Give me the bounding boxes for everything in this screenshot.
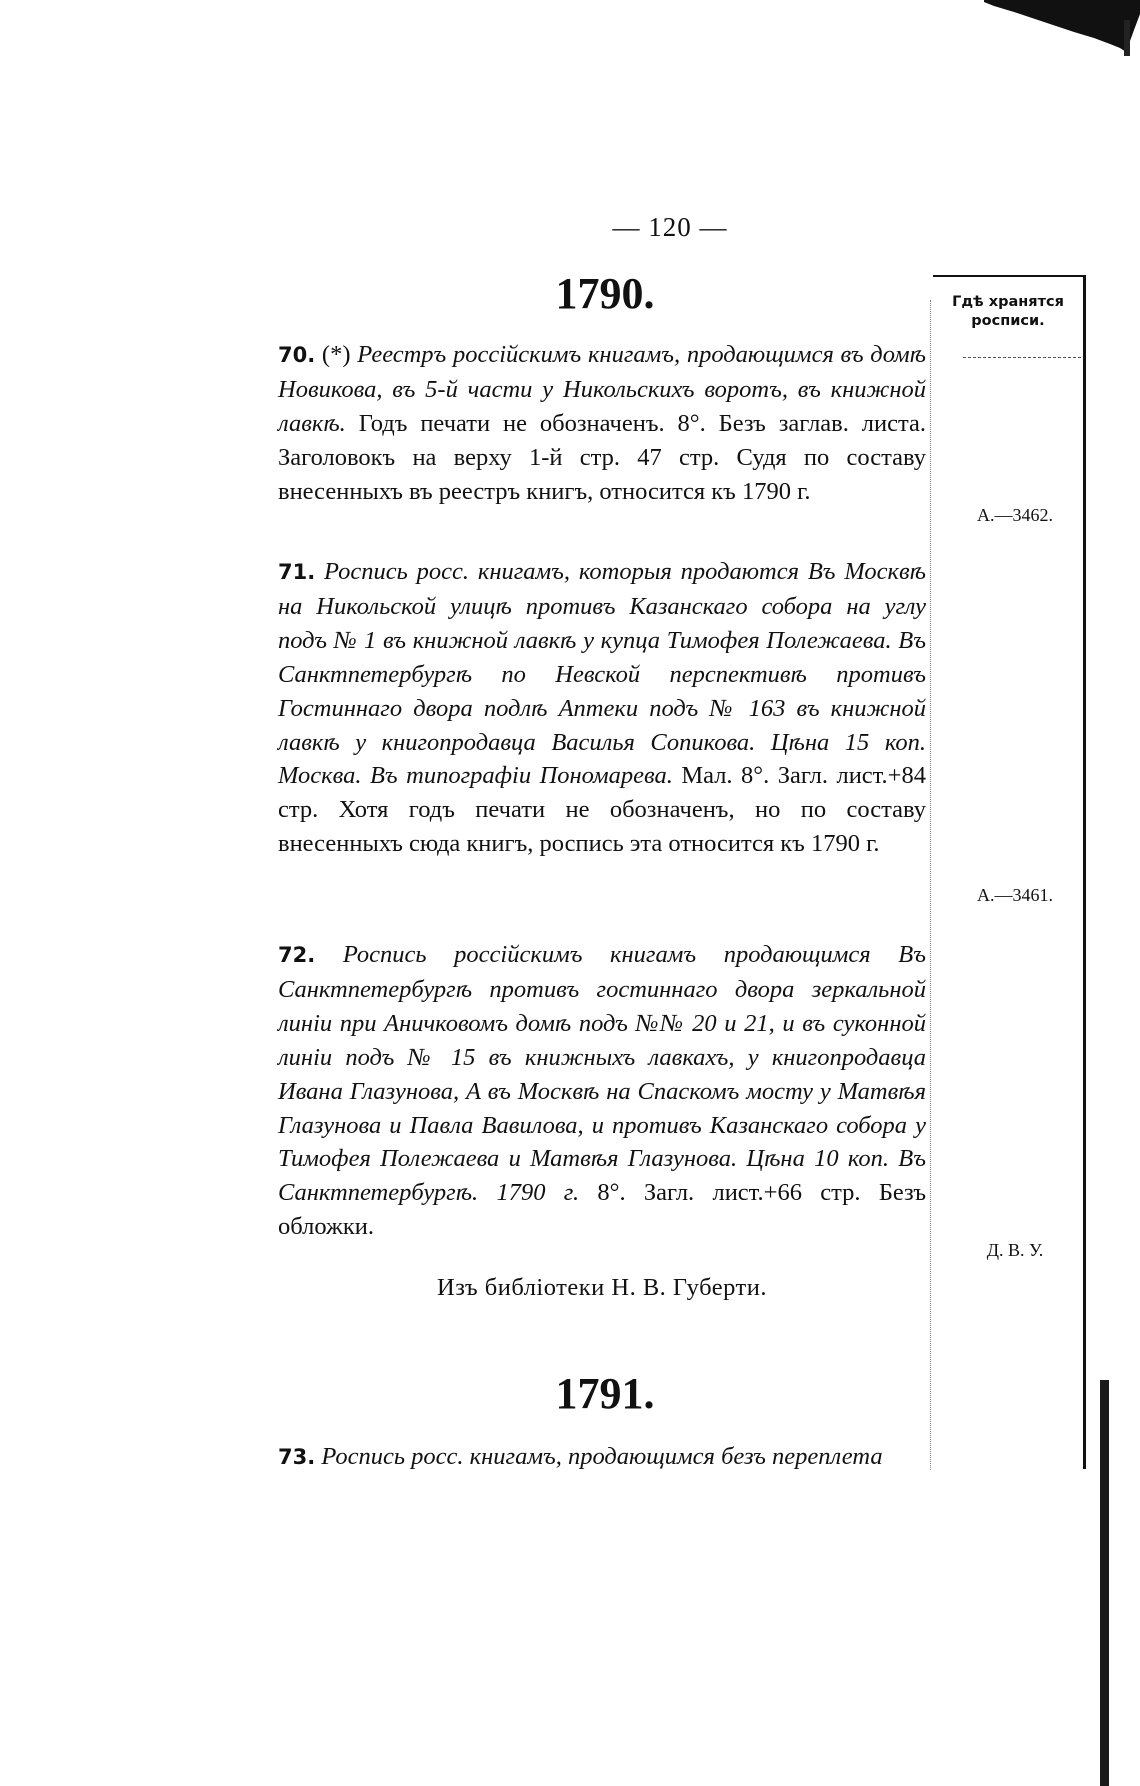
entry-number: 71.	[278, 560, 316, 584]
location-column-header	[933, 293, 1083, 331]
entry-marker: (*)	[315, 341, 358, 368]
entry-title: Роспись росс. книгамъ, продающимся безъ переплета	[315, 1443, 883, 1470]
entry-location-72: Д. В. У.	[986, 1240, 1044, 1260]
entry-number: 70.	[278, 343, 316, 367]
catalog-entry-71	[278, 555, 926, 861]
margin-rule	[930, 300, 931, 1470]
location-column-header-line2: росписи.	[971, 313, 1045, 329]
entry-title: Роспись росс. книгамъ, которыя продаются Въ Москвѣ на Никольской улицѣ противъ Казанскаго собора на углу подъ № 1 въ книжной лавкѣ у купца Тимофея Полежаева. Въ Санктпетербургѣ по Невской перспективѣ противъ Гостиннаго двора подлѣ Аптеки подъ № 163 въ книжной лавкѣ у книгопродавца Василья Сопикова. Цѣна 15 коп. Москва. Въ типографіи Пономарева.	[278, 558, 926, 790]
page-corner-mark	[984, 0, 1140, 56]
location-column-separator	[963, 357, 1081, 358]
catalog-entry-73	[278, 1440, 926, 1475]
entry-title: Реестръ россійскимъ книгамъ, продающимся въ домѣ Новикова, въ 5-й части у Никольскихъ воротъ, въ книжной лавкѣ.	[278, 341, 926, 437]
location-column	[933, 275, 1086, 1469]
entry-description: Годъ печати не обозначенъ. 8°. Безъ заглав. листа. Заголовокъ на верху 1-й стр. 47 стр. Судя по составу внесенныхъ въ реестръ книгъ, относится къ 1790 г.	[278, 409, 926, 505]
location-column-header-line1: Гдѣ хранятся	[952, 294, 1064, 310]
entry-number: 72.	[278, 943, 316, 967]
catalog-entry-70	[278, 338, 926, 509]
page-edge-shadow	[1100, 1380, 1109, 1786]
section-year-1791: 1791.	[555, 1369, 655, 1418]
entry-number: 73.	[278, 1445, 316, 1469]
catalog-entry-72	[278, 938, 926, 1244]
entry-location-71: А.—3461.	[977, 885, 1053, 905]
entry-title: Роспись россійскимъ книгамъ продающимся Въ Санктпетербургѣ противъ гостиннаго двора зеркальной линіи при Аничковомъ домѣ подъ №№ 20 и 21, и въ суконной линіи подъ № 15 въ книжныхъ лавкахъ, у книгопродавца Ивана Глазунова, А въ Москвѣ на Спаскомъ мосту у Матвѣя Глазунова и Павла Вавилова, и противъ Казанскаго собора у Тимофея Полежаева и Матвѣя Глазунова. Цѣна 10 коп. Въ Санктпетербургѣ. 1790 г.	[278, 941, 926, 1207]
entry-description: Мал. 8°. Загл. лист.+84 стр. Хотя годъ печати не обозначенъ, но по составу внесенныхъ сюда книгъ, роспись эта относится къ 1790 г.	[278, 762, 926, 858]
entry-location-70: А.—3462.	[977, 505, 1053, 525]
entry-provenance-72: Изъ библіотеки Н. В. Губерти.	[437, 1274, 767, 1301]
page-number: — 120 —	[612, 212, 728, 242]
entry-description: 8°. Загл. лист.+66 стр. Безъ обложки.	[278, 1179, 926, 1241]
section-year-1790: 1790.	[555, 269, 655, 318]
